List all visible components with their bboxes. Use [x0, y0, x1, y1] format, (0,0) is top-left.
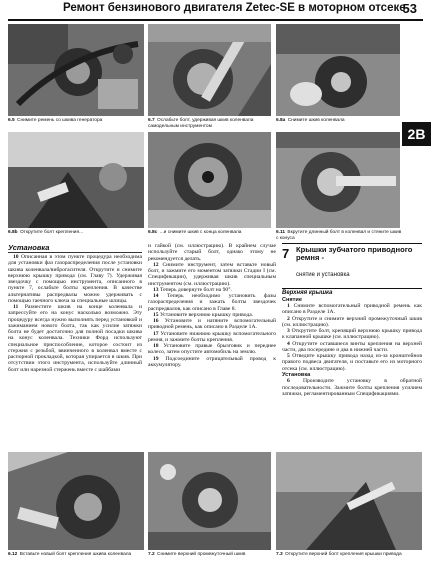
paragraph-14: 14 Теперь необходимо установить фазы газораспределения и зажать болты звездочек распредвалов, как описано в Главе 8. [148, 293, 276, 312]
photo-6-8a [276, 24, 400, 116]
caption-6-5: 6.5 Снимите ремень со шкива генератора [8, 118, 103, 123]
photo-7-2 [148, 452, 271, 550]
caption-6-11: 6.11 Вкрутите длинный болт в коленвал и стяните шкив с конуса [276, 230, 402, 241]
photo-6-7 [148, 24, 271, 116]
paragraph-12: 12 Снимите инструмент, затем вставьте новый болт, и зажмите его моментом затяжки Стадии I (см. Спецификации), удерживая шкив специальным инструментом (см. иллюстрацию). [148, 261, 276, 287]
paragraph-7-6: 6 Производите установку в обратной последовательности. Зажмите болты крепления усилием затяжки, регламентированным Спецификациями. [282, 378, 422, 397]
photo-6-12 [8, 452, 144, 550]
page-header [8, 2, 423, 21]
page-title: Ремонт бензинового двигателя Zetec-SE в моторном отсеке [63, 2, 406, 14]
chapter-title: Крышки зубчатого приводного ремня - [296, 245, 413, 263]
text-column-1 [8, 243, 142, 373]
paragraph-10: 10 Описанная в этом пункте процедура необходима для установки фаз газораспределения после установки шкива коленвала/виброгасителя. Открутите и снимите верхнюю крышку привода (см. Главу 7). Удерживая звездочку с помощью инструмента, описанного в пункте 7, ослабьте болты крепления. В качестве альтернативы распредвалы можно удерживать с помощью гаечного ключа за специальные шлицы. [8, 254, 142, 304]
paragraph-16: 16 Установите и натяните вспомогательный приводной ремень, как описано в Разделе 1А. [148, 318, 276, 331]
text-column-3 [282, 290, 422, 397]
subheading-removal: Снятие [282, 296, 302, 303]
page-number: 53 [402, 1, 417, 16]
tool-photo-image [276, 452, 422, 550]
chapter-7-heading [282, 243, 422, 289]
paragraph-7-5: 5 Отведите крышку привода назад из-за кронштейнов правого подвеса двигателя, и поставьте его из моторного отсека (см. иллюстрацию). [282, 353, 422, 372]
caption-6-8b: 6.8b Открутите болт крепления... [8, 230, 84, 235]
caption-6-12: 6.12 Вставьте новый болт крепления шкива коленвала [8, 552, 132, 557]
photo-6-8b [8, 132, 144, 228]
paragraph-11: 11 Разместите шкив на конце коленвала и запрессуйте его на конус насколько возможно. Эту процедуру всегда нужно выполнять перед установкой и зажиманием нового болта, так как усилие затяжки болта не будет достаточно для полной посадки шкива на конус коленвала. Техники Форд используют специальное приспособление, которое состоит из стержня с резьбой, ввинченного в коленвал вместе с распорной прокладкой, которая упирается в шкив. При отсутствии этого инструмента, используйте длинный болт или нарезной стержень вместе с шайбами [8, 304, 142, 373]
chapter-number: 7 [282, 246, 290, 261]
tool-photo-image [276, 132, 400, 228]
chapter-tab: 2B [402, 122, 431, 146]
paragraph-7-2: 2 Открутите и снимите верхний промежуточный шкив (см. иллюстрацию). [282, 315, 422, 328]
caption-7-2: 7.2 Снимите верхний промежуточный шкив [148, 552, 246, 557]
photo-6-5 [8, 24, 144, 116]
caption-7-3: 7.3 Открутите верхний болт крепления крышки привода [276, 552, 402, 557]
photo-7-3 [276, 452, 422, 550]
paragraph-17: 17 Установите нижнюю крышку вспомогательного ремня, и зажмите болты крепления. [148, 330, 276, 343]
paragraph-7-4: 4 Открутите оставшиеся винты крепления на верхней части, два посередине и два в нижней части. [282, 340, 422, 353]
subheading-installation: Установка [282, 371, 311, 378]
engine-photo-image [8, 452, 144, 550]
text-column-2 [148, 243, 276, 368]
paragraph-7-1: 1 Снимите вспомогательный приводной ремень как описано в Разделе 1А. [282, 303, 422, 316]
chapter-subtitle: снятие и установка [296, 272, 350, 278]
photo-6-8c [148, 132, 271, 228]
paragraph-13: 13 Теперь довернуте болт на 90°. [153, 286, 232, 293]
paragraph-7-3: 3 Открутите болт, крепящий верхнюю крышку привода к клапанной крышке (см. иллюстрацию). [282, 328, 422, 341]
pulley-photo-image [148, 452, 271, 550]
subheading-upper-cover: Верхняя крышка [282, 290, 333, 296]
section-heading-installation: Установка [8, 243, 142, 253]
paragraph-19: 19 Подсоедините отрицательный провод к аккумулятору. [148, 355, 276, 368]
photo-6-11 [276, 132, 400, 228]
engine-photo-image [8, 132, 144, 228]
caption-6-7: 6.7 Ослабьте болт, удерживая шкив коленвала самодельным инструментом [148, 118, 254, 129]
caption-6-8a: 6.8а Снимите шкив коленвала [276, 118, 345, 123]
paragraph-lead: и гайкой (см. иллюстрацию). В крайнем случае используйте старый болт, однако этому не рекомендуется делать. [148, 243, 276, 262]
pulley-photo-image [276, 24, 400, 116]
pulley-photo-image [148, 132, 271, 228]
caption-6-8c: 6.8с ...и снимите шкив с конца коленвала [148, 230, 242, 235]
pulley-photo-image [148, 24, 271, 116]
engine-photo-image [8, 24, 144, 116]
paragraph-15: 15 Установите верхнюю крышку привода. [153, 311, 254, 318]
paragraph-18: 18 Установите правые брызговик и переднее колесо, затем опустите автомобиль на землю. [148, 343, 276, 356]
